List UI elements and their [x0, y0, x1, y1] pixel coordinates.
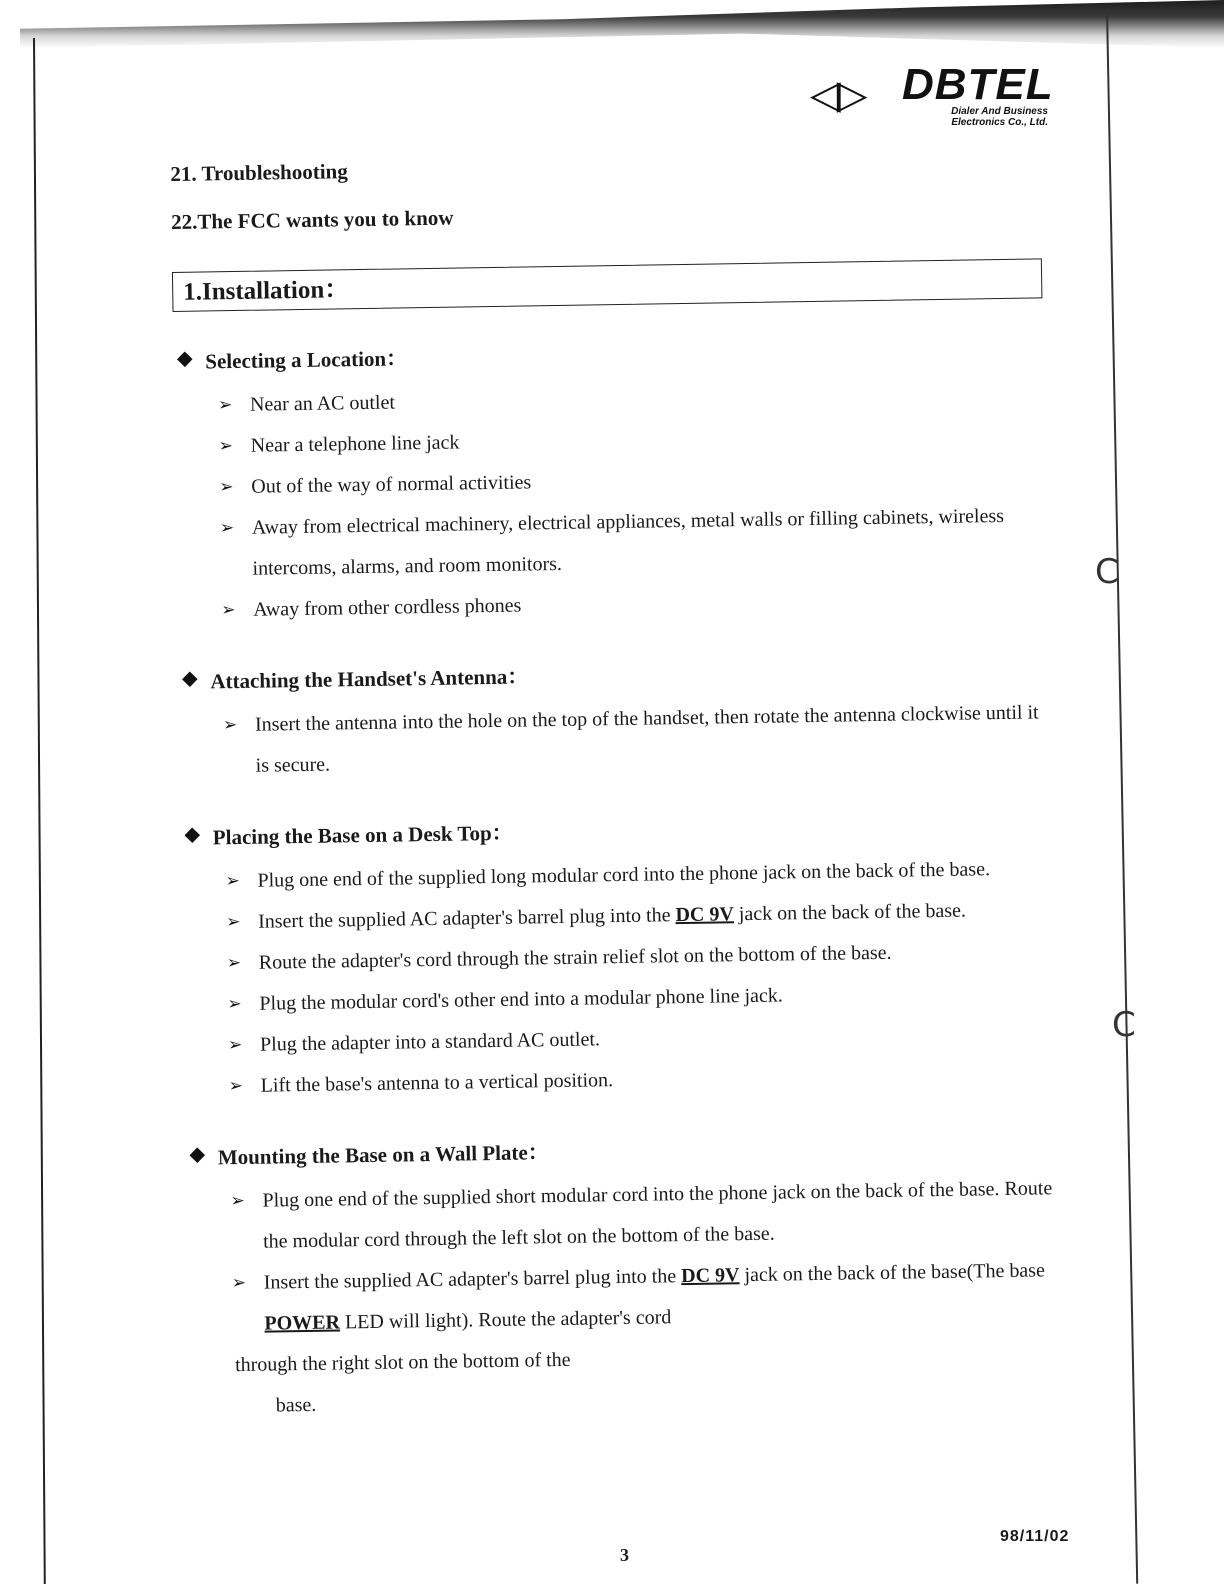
- arrow-bullet-icon: ➢: [227, 993, 242, 1015]
- bullet-list: [174, 372, 1048, 632]
- wrapped-line: base.: [275, 1393, 317, 1417]
- punch-hole-mark: C: [1095, 552, 1119, 592]
- logo-tagline: Dialer And Business Electronics Co., Ltd.: [951, 106, 1048, 128]
- bullet-list: [186, 1168, 1060, 1428]
- dc-jack-label: DC 9V: [680, 1264, 740, 1288]
- diamond-bullet-icon: [190, 1147, 206, 1163]
- arrow-bullet-icon: ➢: [222, 715, 238, 736]
- list-item: ➢ Plug the modular cord's other end into a modular phone line jack.: [183, 971, 1054, 1026]
- list-item: ➢ Away from other cordless phones: [177, 577, 1048, 632]
- list-item: ➢ Near an AC outlet: [174, 372, 1045, 427]
- logo-mark-icon: ◁▷: [810, 72, 864, 118]
- list-item: ➢ Out of the way of normal activities: [175, 454, 1046, 509]
- arrow-bullet-icon: ➢: [218, 436, 234, 457]
- scan-noise-band: [20, 0, 1224, 48]
- section-title: 1.Installation：: [183, 276, 350, 306]
- group-attaching-antenna: [178, 650, 1050, 788]
- page-number: 3: [620, 1545, 629, 1565]
- arrow-bullet-icon: ➢: [225, 911, 241, 933]
- arrow-bullet-icon: ➢: [219, 477, 234, 498]
- list-item: ➢ Insert the supplied AC adapter's barrel plug into the DC 9V jack on the back of the base.: [182, 889, 1053, 944]
- list-item: ➢ Route the adapter's cord through the strain relief slot on the bottom of the base.: [182, 930, 1053, 985]
- arrow-bullet-icon: ➢: [228, 1075, 244, 1097]
- diamond-bullet-icon: [184, 827, 200, 843]
- company-logo: [810, 60, 1054, 140]
- list-item: ➢ Insert the antenna into the hole on the top of the handset, then rotate the antenna clockwise until it is secure.: [222, 701, 1039, 777]
- page-frame-left: [33, 38, 46, 1584]
- group-title: Selecting a Location：: [173, 330, 1043, 380]
- page-date: 98/11/02: [1000, 1528, 1070, 1545]
- toc-entry: 21. Troubleshooting: [170, 159, 348, 186]
- group-title: Placing the Base on a Desk Top：: [181, 806, 1051, 856]
- list-item: ➢ Plug the adapter into a standard AC outlet.: [184, 1012, 1055, 1067]
- diamond-bullet-icon: [177, 352, 193, 368]
- arrow-bullet-icon: ➢: [217, 395, 233, 416]
- bullet-list: [179, 692, 1050, 788]
- section-header-box: [172, 258, 1043, 312]
- page-frame-right: [1106, 10, 1138, 1584]
- arrow-bullet-icon: ➢: [226, 952, 242, 974]
- power-led-label: POWER: [264, 1311, 341, 1335]
- toc-entry: 22.The FCC wants you to know: [170, 205, 454, 234]
- list-item: ➢ Plug one end of the supplied long modular cord into the phone jack on the back of the base.: [181, 848, 1052, 903]
- arrow-bullet-icon: ➢: [219, 518, 235, 539]
- wrapped-line: through the right slot on the bottom of the: [234, 1348, 571, 1377]
- document-body: [170, 136, 1060, 1428]
- dc-jack-label: DC 9V: [675, 903, 734, 927]
- arrow-bullet-icon: ➢: [225, 870, 240, 892]
- diamond-bullet-icon: [182, 671, 198, 687]
- group-title: Attaching the Handset's Antenna：: [178, 650, 1048, 700]
- group-selecting-location: [173, 330, 1047, 632]
- arrow-bullet-icon: ➢: [230, 1190, 245, 1212]
- list-item: ➢ Away from electrical machinery, electrical appliances, metal walls or filling cabinets, wireless intercoms, alarms, and room monitors.: [219, 504, 1005, 580]
- arrow-bullet-icon: ➢: [221, 600, 236, 621]
- group-wall-plate: [186, 1126, 1060, 1428]
- logo-wordmark: DBTEL: [902, 60, 1054, 109]
- list-item: ➢ Lift the base's antenna to a vertical position.: [184, 1053, 1055, 1108]
- arrow-bullet-icon: ➢: [231, 1272, 247, 1294]
- bullet-list: [181, 848, 1055, 1108]
- arrow-bullet-icon: ➢: [227, 1034, 243, 1056]
- punch-hole-mark: C: [1112, 1005, 1136, 1045]
- list-item: ➢ Plug one end of the supplied short modular cord into the phone jack on the back of the base. Route the modular cord through the left slot on the bottom of the base.: [230, 1177, 1053, 1253]
- list-item: ➢ Insert the supplied AC adapter's barrel plug into the DC 9V jack on the back of the base(The base POWER LED will light). Route the adapter's cord through the right slot on the bottom of the base.: [187, 1250, 1059, 1428]
- group-desk-top: [181, 806, 1055, 1108]
- group-title: Mounting the Base on a Wall Plate：: [186, 1126, 1056, 1176]
- list-item: ➢ Near a telephone line jack: [174, 413, 1045, 468]
